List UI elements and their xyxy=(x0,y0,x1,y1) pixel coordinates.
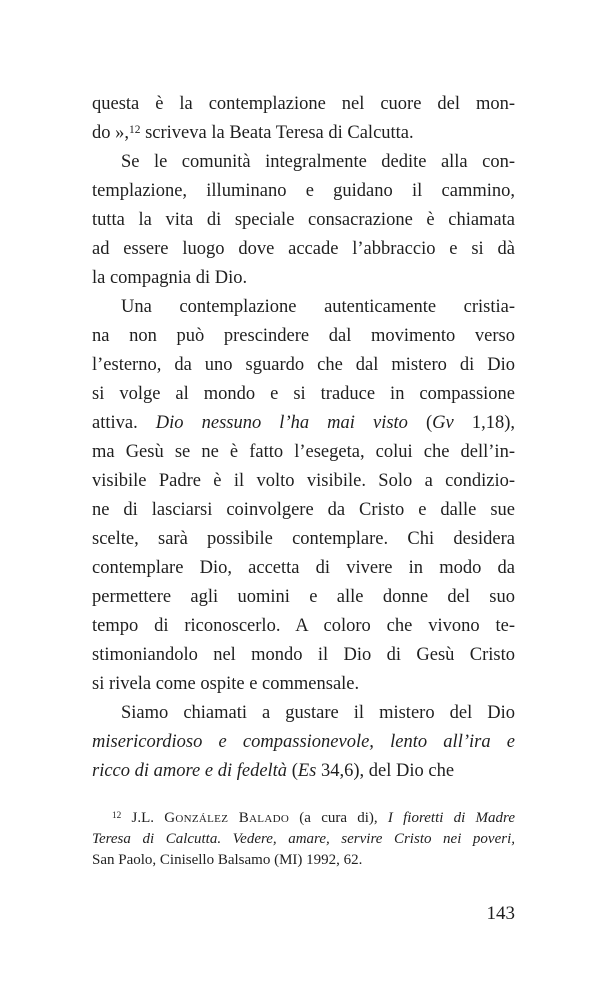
text-line xyxy=(92,829,515,850)
text-segment: González Balado xyxy=(164,810,290,826)
text-line xyxy=(92,641,515,670)
text-segment: visibile Padre è il volto visibile. Solo a condizio- xyxy=(92,471,515,491)
text-line xyxy=(92,728,515,757)
text-line xyxy=(92,148,515,177)
text-segment: Una contemplazione autenticamente cristia- xyxy=(121,297,515,317)
text-segment: Siamo chiamati a gustare il mistero del Dio xyxy=(121,703,515,723)
text-segment: si rivela come ospite e commensale. xyxy=(92,674,360,694)
text-line xyxy=(92,757,515,786)
text-segment: ( xyxy=(407,413,433,433)
text-line xyxy=(92,90,515,119)
text-segment: l’esterno, da uno sguardo che dal mistero di Dio xyxy=(92,355,515,375)
text-segment: I fioretti di Madre xyxy=(387,810,515,826)
text-segment: San Paolo, Cinisello Balsamo (MI) 1992, 62. xyxy=(92,852,363,868)
footnote-marker: 12 xyxy=(112,811,122,822)
text-line xyxy=(92,177,515,206)
text-line xyxy=(92,409,515,438)
text-segment: Gv xyxy=(432,413,454,433)
body-text xyxy=(92,90,515,786)
text-segment: la compagnia di Dio. xyxy=(92,268,248,288)
text-segment: (a cura di), xyxy=(289,810,388,826)
text-segment: 1,18), xyxy=(453,413,515,433)
text-line xyxy=(92,438,515,467)
text-segment: ( xyxy=(287,761,298,781)
text-segment: stimoniandolo nel mondo il Dio di Gesù Cristo xyxy=(92,645,515,665)
text-segment: do », xyxy=(92,123,129,143)
footnote-marker: 12 xyxy=(129,124,141,137)
text-line xyxy=(92,206,515,235)
text-segment: si volge al mondo e si traduce in compassione xyxy=(92,384,515,404)
text-line xyxy=(92,380,515,409)
text-segment: ad essere luogo dove accade l’abbraccio e si dà xyxy=(92,239,515,259)
text-line xyxy=(92,322,515,351)
text-line xyxy=(92,612,515,641)
text-line xyxy=(92,525,515,554)
text-line xyxy=(92,467,515,496)
text-segment: templazione, illuminano e guidano il cammino, xyxy=(92,181,515,201)
text-segment: Es xyxy=(297,761,317,781)
text-line xyxy=(92,670,515,699)
text-segment: 34,6), del Dio che xyxy=(316,761,455,781)
text-segment: tempo di riconoscerlo. A coloro che vivono te- xyxy=(92,616,515,636)
page-number: 143 xyxy=(486,903,515,924)
text-line xyxy=(92,808,515,829)
text-segment: scriveva la Beata Teresa di Calcutta. xyxy=(140,123,414,143)
text-segment: ne di lasciarsi coinvolgere da Cristo e dalle sue xyxy=(92,500,515,520)
footnote xyxy=(92,808,515,871)
text-segment: Se le comunità integralmente dedite alla con- xyxy=(121,152,515,172)
text-segment: Dio nessuno l’ha mai visto xyxy=(155,413,408,433)
text-line xyxy=(92,496,515,525)
text-line xyxy=(92,119,515,148)
text-line xyxy=(92,235,515,264)
text-segment: Teresa di Calcutta. Vedere, amare, servire Cristo nei poveri, xyxy=(92,831,515,847)
text-segment: na non può prescindere dal movimento verso xyxy=(92,326,515,346)
text-segment: misericordioso e compassionevole, lento all’ira e xyxy=(92,732,515,752)
text-segment: attiva. xyxy=(92,413,156,433)
text-segment: ricco di amore e di fedeltà xyxy=(92,761,288,781)
text-segment: permettere agli uomini e alle donne del suo xyxy=(92,587,515,607)
text-line xyxy=(92,850,515,871)
text-line xyxy=(92,351,515,380)
text-segment: ma Gesù se ne è fatto l’esegeta, colui che dell’in- xyxy=(92,442,515,462)
text-segment: scelte, sarà possibile contemplare. Chi desidera xyxy=(92,529,515,549)
text-segment: questa è la contemplazione nel cuore del mon- xyxy=(92,94,515,114)
text-segment: contemplare Dio, accetta di vivere in modo da xyxy=(92,558,515,578)
text-line xyxy=(92,699,515,728)
text-segment: J.L. xyxy=(121,810,165,826)
text-line xyxy=(92,583,515,612)
text-line xyxy=(92,554,515,583)
text-segment: tutta la vita di speciale consacrazione è chiamata xyxy=(92,210,515,230)
text-line xyxy=(92,293,515,322)
text-line xyxy=(92,264,515,293)
